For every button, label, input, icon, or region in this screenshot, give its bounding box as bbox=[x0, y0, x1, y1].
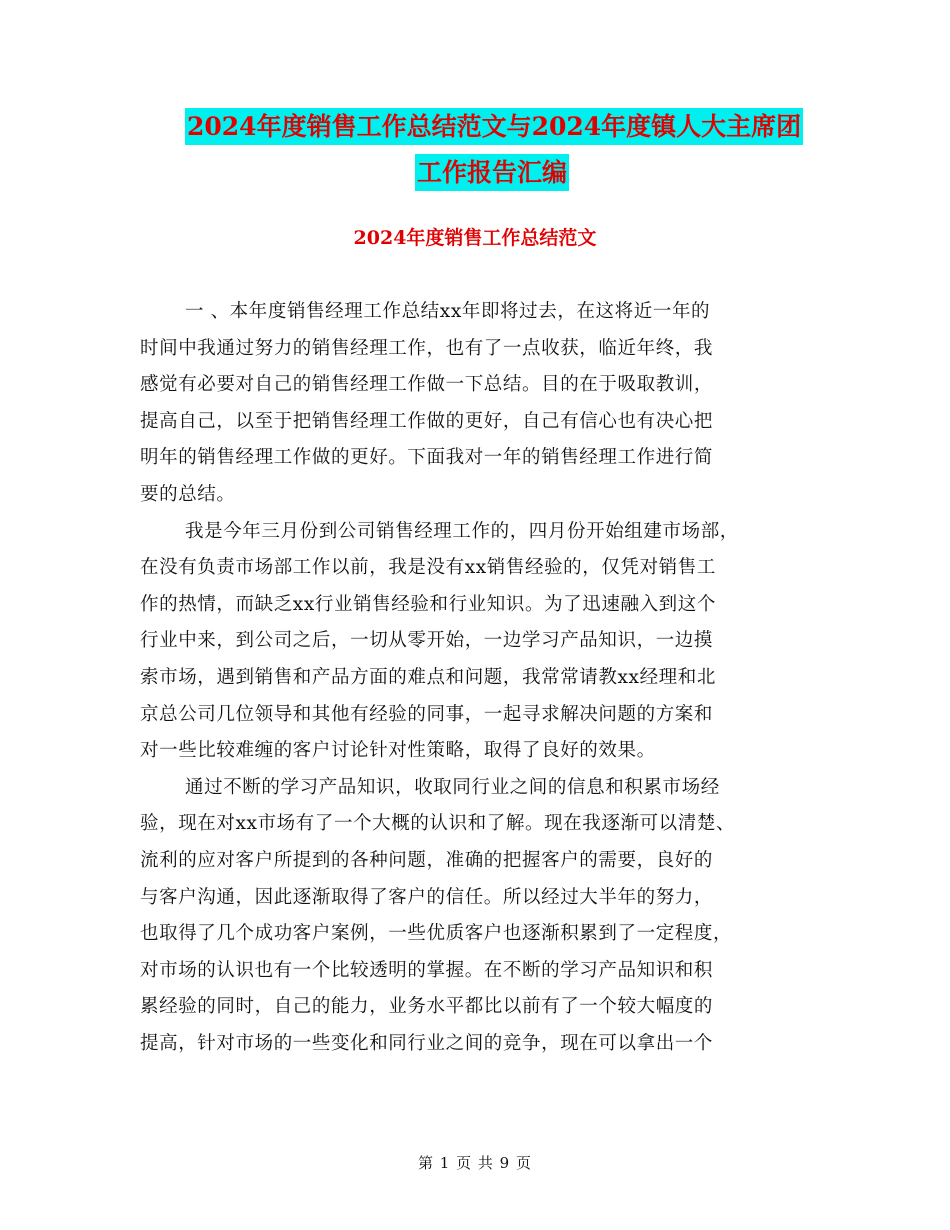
page-number-footer: 第 1 页 共 9 页 bbox=[418, 1154, 532, 1172]
paragraph-line: 也取得了几个成功客户案例，一些优质客户也逐渐积累到了一定程度， bbox=[140, 923, 733, 945]
title-line-2: 工作报告汇编 bbox=[415, 154, 569, 191]
paragraph-line: 一 、本年度销售经理工作总结xx年即将过去，在这将近一年的 bbox=[185, 301, 711, 322]
paragraph-line: 对市场的认识也有一个比较透明的掌握。在不断的学习产品知识和积 bbox=[140, 959, 714, 981]
paragraph-line: 要的总结。 bbox=[140, 483, 236, 505]
title-line-1: 2024年度销售工作总结范文与2024年度镇人大主席团 bbox=[185, 108, 803, 145]
paragraph-line: 时间中我通过努力的销售经理工作，也有了一点收获，临近年终，我 bbox=[140, 337, 714, 359]
paragraph-line: 对一些比较难缠的客户讨论针对性策略，取得了良好的效果。 bbox=[140, 740, 656, 762]
paragraph-line: 流利的应对客户所提到的各种问题，准确的把握客户的需要，良好的 bbox=[140, 849, 714, 871]
paragraph-line: 与客户沟通，因此逐渐取得了客户的信任。所以经过大半年的努力， bbox=[140, 886, 714, 908]
paragraph-line: 行业中来，到公司之后，一切从零开始，一边学习产品知识，一边摸 bbox=[140, 630, 714, 652]
paragraph-line: 提高，针对市场的一些变化和同行业之间的竞争，现在可以拿出一个 bbox=[140, 1032, 714, 1054]
paragraph-line: 索市场，遇到销售和产品方面的难点和问题，我常常请教xx经理和北 bbox=[140, 666, 716, 688]
paragraph-line: 感觉有必要对自己的销售经理工作做一下总结。目的在于吸取教训， bbox=[140, 374, 714, 396]
paragraph-line: 我是今年三月份到公司销售经理工作的，四月份开始组建市场部， bbox=[185, 520, 739, 542]
paragraph-line: 京总公司几位领导和其他有经验的同事，一起寻求解决问题的方案和 bbox=[140, 703, 714, 725]
paragraph-line: 在没有负责市场部工作以前，我是没有xx销售经验的，仅凭对销售工 bbox=[140, 557, 716, 579]
paragraph-line: 作的热情，而缺乏xx行业销售经验和行业知识。为了迅速融入到这个 bbox=[140, 593, 716, 615]
paragraph-line: 通过不断的学习产品知识，收取同行业之间的信息和积累市场经 bbox=[185, 776, 720, 798]
section-heading: 2024年度销售工作总结范文 bbox=[353, 227, 597, 249]
document-body bbox=[140, 294, 812, 1062]
paragraph-line: 验，现在对xx市场有了一个大概的认识和了解。现在我逐渐可以清楚、 bbox=[140, 813, 736, 835]
paragraph-line: 提高自己，以至于把销售经理工作做的更好，自己有信心也有决心把 bbox=[140, 410, 714, 432]
paragraph-line: 明年的销售经理工作做的更好。下面我对一年的销售经理工作进行简 bbox=[140, 447, 714, 469]
paragraph-line: 累经验的同时，自己的能力，业务水平都比以前有了一个较大幅度的 bbox=[140, 996, 714, 1018]
